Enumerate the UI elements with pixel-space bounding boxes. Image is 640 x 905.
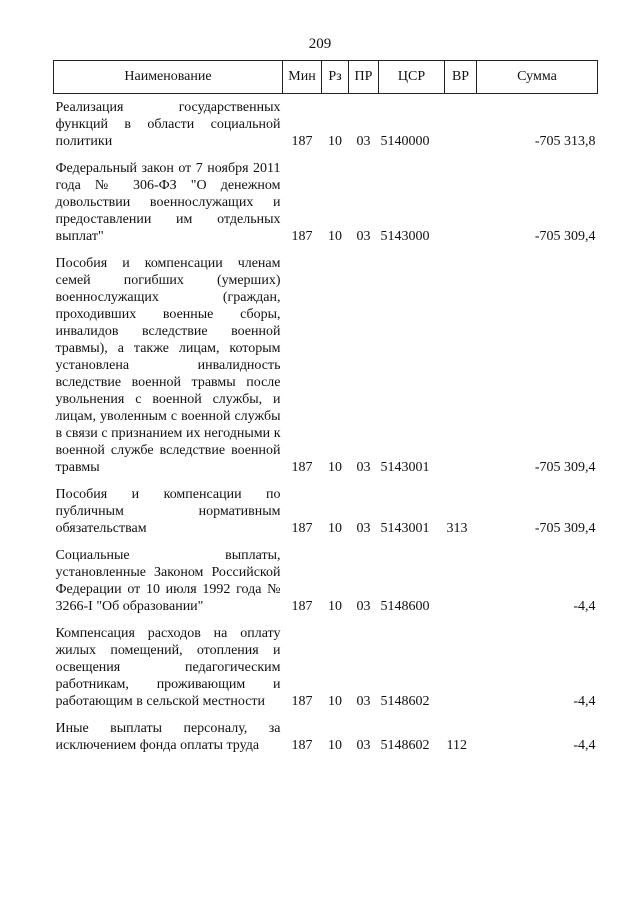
row-name: Социальные выплаты, установленные Законом Российской Федерации от 10 июля 1992 года № 3266-I "Об образовании" — [55, 548, 281, 614]
row-pr: 03 — [356, 229, 371, 244]
row-vr — [445, 542, 477, 620]
row-pr: 03 — [356, 134, 371, 149]
row-name: Реализация государственных функций в области социальной политики — [55, 100, 281, 149]
row-csr: 5148602 — [380, 694, 430, 709]
row-name: Компенсация расходов на оплату жилых помещений, отопления и освещения педагогическим работникам, проживающим и работающим в сельской местности — [55, 626, 281, 709]
row-min: 187 — [291, 460, 313, 475]
row-rz: 10 — [328, 521, 342, 536]
row-csr: 5148602 — [380, 738, 430, 753]
row-pr: 03 — [356, 460, 371, 475]
row-rz: 10 — [328, 694, 342, 709]
row-csr: 5143001 — [380, 521, 430, 536]
row-rz: 10 — [328, 134, 342, 149]
row-min: 187 — [291, 694, 313, 709]
row-csr: 5143000 — [380, 229, 430, 244]
row-name: Пособия и компенсации по публичным нормативным обязательствам — [55, 487, 281, 536]
row-min: 187 — [291, 134, 313, 149]
header-vr: ВР — [445, 61, 477, 94]
row-csr: 5140000 — [380, 134, 430, 149]
row-vr — [445, 620, 477, 715]
table-row — [54, 481, 598, 542]
row-rz: 10 — [328, 229, 342, 244]
row-sum: -4,4 — [573, 599, 596, 614]
header-min: Мин — [283, 61, 322, 94]
header-rz: Рз — [322, 61, 349, 94]
row-sum: -705 309,4 — [534, 229, 596, 244]
row-min: 187 — [291, 521, 313, 536]
row-sum: -705 309,4 — [534, 521, 596, 536]
row-rz: 10 — [328, 738, 342, 753]
row-sum: -4,4 — [573, 738, 596, 753]
row-min: 187 — [291, 738, 313, 753]
row-vr — [445, 155, 477, 250]
row-vr — [445, 250, 477, 481]
header-pr: ПР — [349, 61, 379, 94]
table-row — [54, 155, 598, 250]
header-csr: ЦСР — [379, 61, 445, 94]
row-pr: 03 — [356, 694, 371, 709]
row-pr: 03 — [356, 738, 371, 753]
row-pr: 03 — [356, 599, 371, 614]
table-header-row — [54, 61, 598, 94]
header-name: Наименование — [54, 61, 283, 94]
table-row — [54, 94, 598, 156]
row-vr: 313 — [446, 521, 468, 536]
row-csr: 5143001 — [380, 460, 430, 475]
row-rz: 10 — [328, 599, 342, 614]
row-rz: 10 — [328, 460, 342, 475]
row-min: 187 — [291, 229, 313, 244]
row-sum: -705 313,8 — [534, 134, 596, 149]
row-sum: -4,4 — [573, 694, 596, 709]
row-name: Федеральный закон от 7 ноября 2011 года № 306-ФЗ "О денежном довольствии военнослужащих и предоставлении им отдельных выплат" — [55, 161, 281, 244]
row-vr: 112 — [446, 738, 467, 753]
row-name: Пособия и компенсации членам семей погибших (умерших) военнослужащих (граждан, проходивших военные сборы, инвалидов вследствие военной травмы), а также лицам, которым установлена инвалидность вследствие военной травмы после увольнения с военной службы, и лицам, уволенным с военной службы в связи с признанием их негодными к военной службе вследствие военной травмы — [55, 256, 281, 475]
table-row — [54, 250, 598, 481]
page-number: 209 — [308, 36, 332, 52]
row-sum: -705 309,4 — [534, 460, 596, 475]
table-row — [54, 715, 598, 759]
row-pr: 03 — [356, 521, 371, 536]
header-sum: Сумма — [477, 61, 598, 94]
row-name: Иные выплаты персоналу, за исключением фонда оплаты труда — [55, 721, 281, 753]
budget-table — [53, 60, 598, 759]
table-row — [54, 542, 598, 620]
row-min: 187 — [291, 599, 313, 614]
row-vr — [445, 94, 477, 156]
table-row — [54, 620, 598, 715]
row-csr: 5148600 — [380, 599, 430, 614]
